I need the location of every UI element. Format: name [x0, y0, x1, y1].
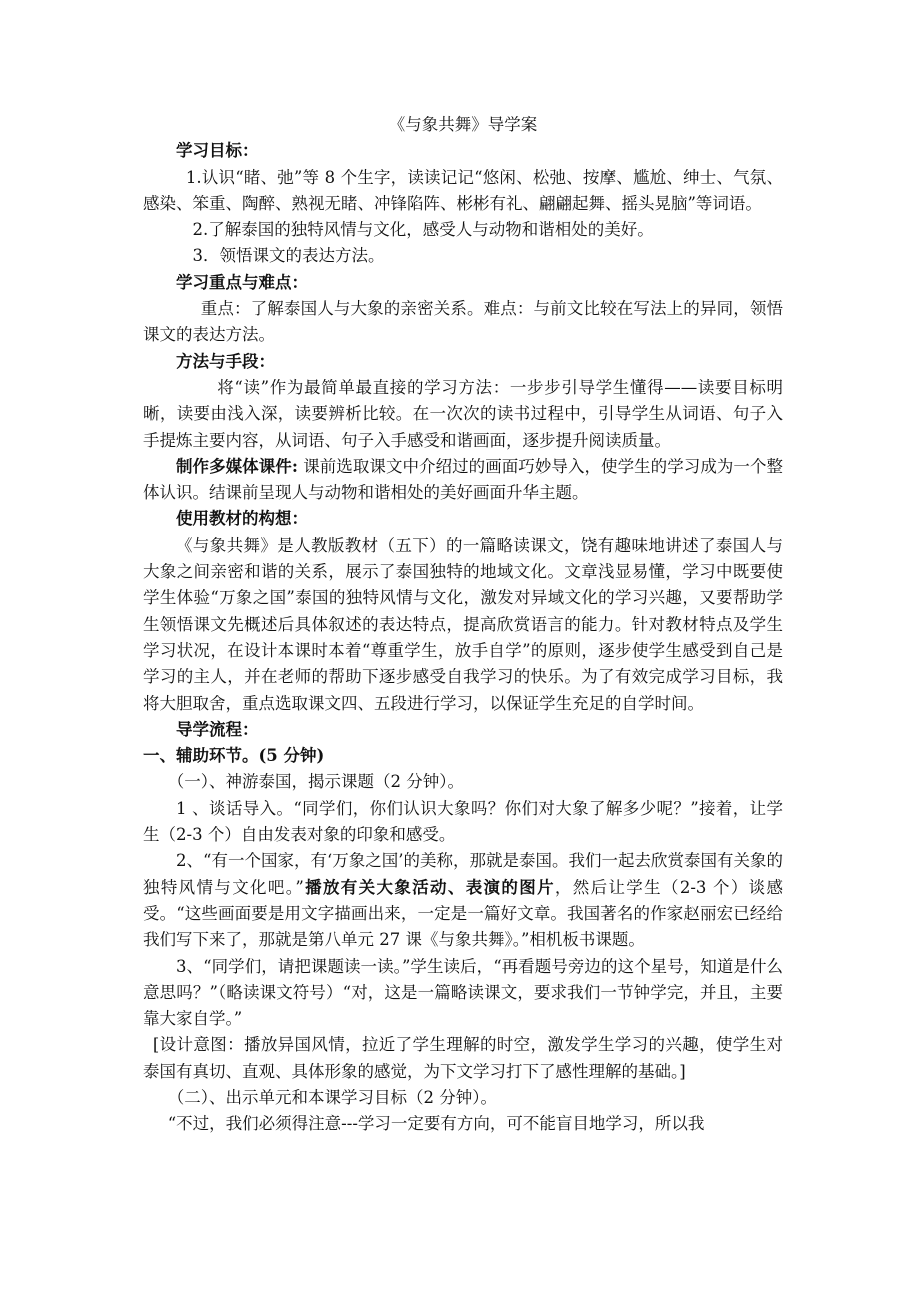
media-text: 课前选取课文中介绍过的画面巧妙导入，使学生的学习成为一个整体认识。结课前呈现人与动物和谐相处的美好画面升华主题。 — [143, 456, 784, 503]
concept-heading: 使用教材的构想： — [176, 509, 308, 529]
sub-section-2: （二）、出示单元和本课学习目标（2 分钟）。 — [167, 1087, 497, 1107]
media-label: 制作多媒体课件: — [176, 456, 298, 476]
design-note: [设计意图：播放异国风情，拉近了学生理解的时空，激发学生学习的兴趣，使学生对泰国有真切、直观、具体形象的感觉，为下文学习打下了感性理解的基础。] — [143, 1035, 783, 1081]
step-2 — [143, 848, 783, 953]
section-1-heading: 一、辅助环节。(5 分钟) — [143, 746, 325, 766]
method-text: 将“读”作为最简单最直接的学习方法：一步步引导学生懂得——读要目标明晰，读要由浅入深，读要辨析比较。在一次次的读书过程中，引导学生从词语、句子入手提炼主要内容，从词语、句子入手感受和谐画面，逐步提升阅读质量。 — [143, 377, 783, 450]
key-text: 重点：了解泰国人与大象的亲密关系。难点：与前文比较在写法上的异同，领悟课文的表达方法。 — [143, 299, 783, 345]
step-2-text-a: 2、“有一个国家，有‘万象之国’的美称，那就是泰国。我们一起去欣赏泰国有关象的独特风情与文化吧。” — [143, 851, 783, 897]
document-page — [143, 112, 783, 1138]
last-line: “不过，我们必须得注意---学习一定要有方向，可不能盲目地学习，所以我 — [167, 1114, 705, 1134]
key-heading: 学习重点与难点： — [176, 272, 308, 292]
step-3: 3、“同学们，请把课题读一读。”学生读后，“再看题号旁边的这个星号，知道是什么意思吗？”（略读课文符号）“对，这是一篇略读课文，要求我们一节钟学完，并且，主要靠大家自学。” — [143, 956, 783, 1029]
document-title: 《与象共舞》导学案 — [388, 115, 538, 134]
sub-section-1: （一）、神游泰国，揭示课题（2 分钟）。 — [167, 772, 464, 792]
method-heading: 方法与手段： — [176, 351, 275, 371]
goal-1: 1.认识“睹、弛”等 8 个生字，读读记记“悠闲、松弛、按摩、尴尬、绅士、气氛、感染、笨重、陶醉、熟视无睹、冲锋陷阵、彬彬有礼、翩翩起舞、摇头晃脑”等词语。 — [143, 167, 783, 213]
step-1: 1 、谈话导入。“同学们，你们认识大象吗？你们对大象了解多少呢？”接着，让学生（2-3 个）自由发表对象的印象和感受。 — [143, 798, 783, 845]
flow-heading: 导学流程： — [176, 719, 259, 739]
goal-3: 3．领悟课文的表达方法。 — [192, 246, 385, 266]
concept-text: 《与象共舞》是人教版教材（五下）的一篇略读课文，饶有趣味地讲述了泰国人与大象之间亲密和谐的关系，展示了泰国独特的地域文化。文章浅显易懂，学习中既要使学生体验“万象之国”泰国的独特风情与文化，激发对异域文化的学习兴趣，又要帮助学生领悟课文先概述后具体叙述的表达特点，提高欣赏语言的能力。针对教材特点及学生学习状况，在设计本课时本着“尊重学生，放手自学”的原则，逐步使学生感受到自己是学习的主人，并在老师的帮助下逐步感受自我学习的快乐。为了有效完成学习目标，我将大胆取舍，重点选取课文四、五段进行学习，以保证学生充足的自学时间。 — [143, 535, 783, 713]
goal-2: 2.了解泰国的独特风情与文化，感受人与动物和谐相处的美好。 — [192, 220, 654, 240]
goals-heading: 学习目标： — [176, 141, 259, 161]
step-2-bold: 播放有关大象活动、表演的图片 — [303, 877, 555, 897]
step-2-text-b: ，然后让学生（2-3 个）谈感受。“这些画面要是用文字描画出来，一定是一篇好文章。我国著名的作家赵丽宏已经给我们写下来了，那就是第八单元 27 课《与象共舞》。”相机板书课题。 — [143, 877, 784, 950]
media-paragraph — [143, 454, 783, 507]
